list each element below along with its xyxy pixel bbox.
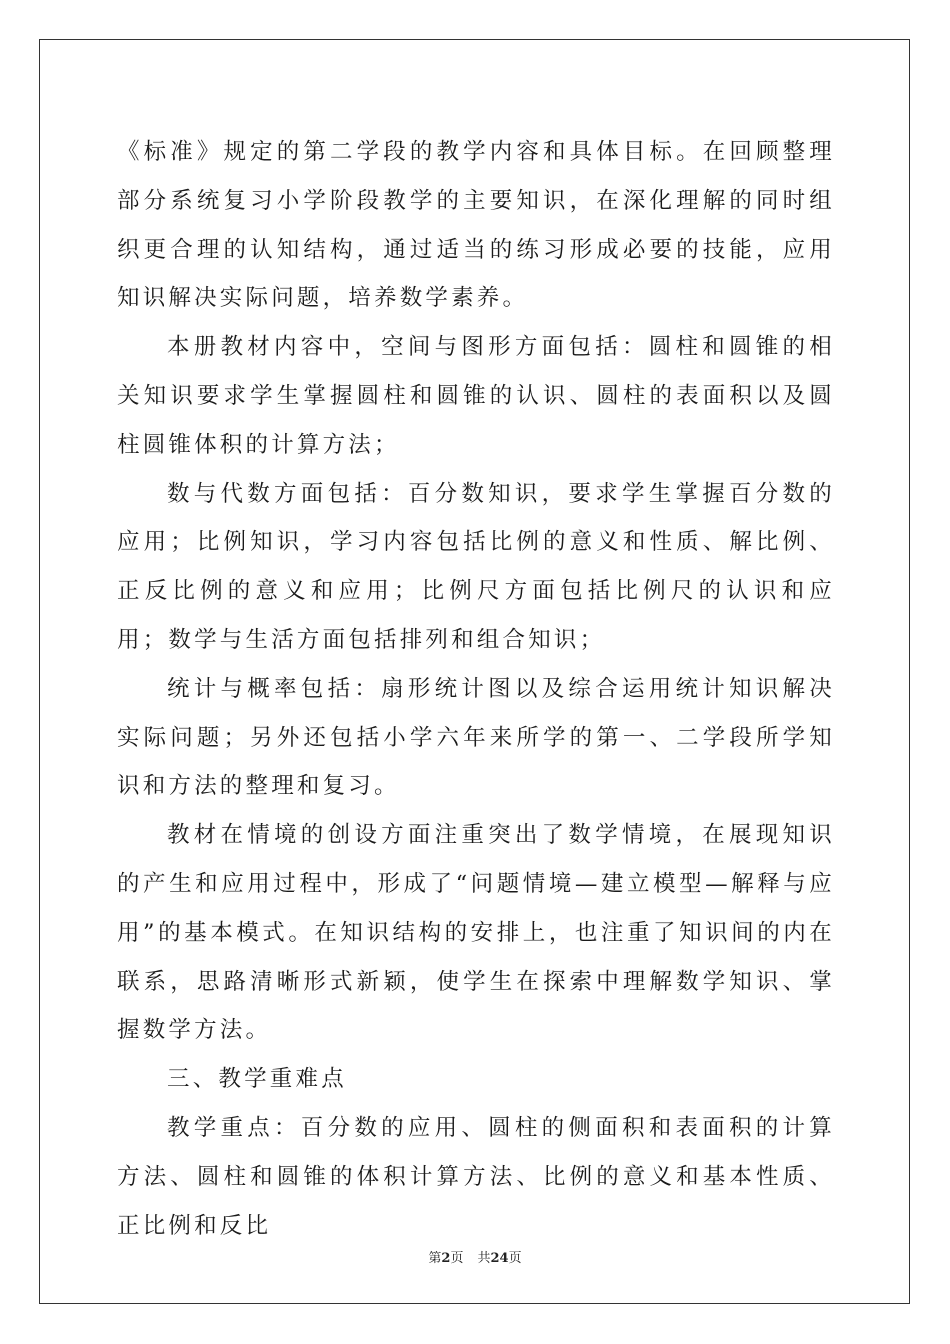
paragraph-3: 数与代数方面包括：百分数知识，要求学生掌握百分数的应用；比例知识，学习内容包括比例的意义和性质、解比例、正反比例的意义和应用；比例尺方面包括比例尺的认识和应用；数学与生活方面包括排列和组合知识； <box>117 480 835 653</box>
page-footer <box>0 1247 950 1266</box>
paragraph-5: 教材在情境的创设方面注重突出了数学情境，在展现知识的产生和应用过程中，形成了“问题情境—建立模型—解释与应用”的基本模式。在知识结构的安排上，也注重了知识间的内在联系，思路清晰形式新颖，使学生在探索中理解数学知识、掌握数学方法。 <box>117 822 835 1044</box>
page-suffix: 页 <box>450 1251 464 1266</box>
total-pages: 24 <box>490 1251 509 1266</box>
total-suffix: 页 <box>508 1251 522 1266</box>
section-heading: 三、教学重难点 <box>167 1066 347 1093</box>
paragraph-2: 本册教材内容中，空间与图形方面包括：圆柱和圆锥的相关知识要求学生掌握圆柱和圆锥的认识、圆柱的表面积以及圆柱圆锥体积的计算方法； <box>117 334 835 458</box>
page-number: 2 <box>441 1251 451 1266</box>
page-prefix: 第 <box>428 1251 442 1266</box>
paragraph-4: 统计与概率包括：扇形统计图以及综合运用统计知识解决实际问题；另外还包括小学六年来所学的第一、二学段所学知识和方法的整理和复习。 <box>117 675 835 800</box>
document-body <box>117 128 835 1250</box>
total-prefix: 共 <box>477 1251 491 1266</box>
paragraph-6: 教学重点：百分数的应用、圆柱的侧面积和表面积的计算方法、圆柱和圆锥的体积计算方法、比例的意义和基本性质、正比例和反比 <box>117 1114 835 1239</box>
paragraph-1: 《标准》规定的第二学段的教学内容和具体目标。在回顾整理部分系统复习小学阶段教学的主要知识，在深化理解的同时组织更合理的认知结构，通过适当的练习形成必要的技能，应用知识解决实际问题，培养数学素养。 <box>117 139 835 312</box>
